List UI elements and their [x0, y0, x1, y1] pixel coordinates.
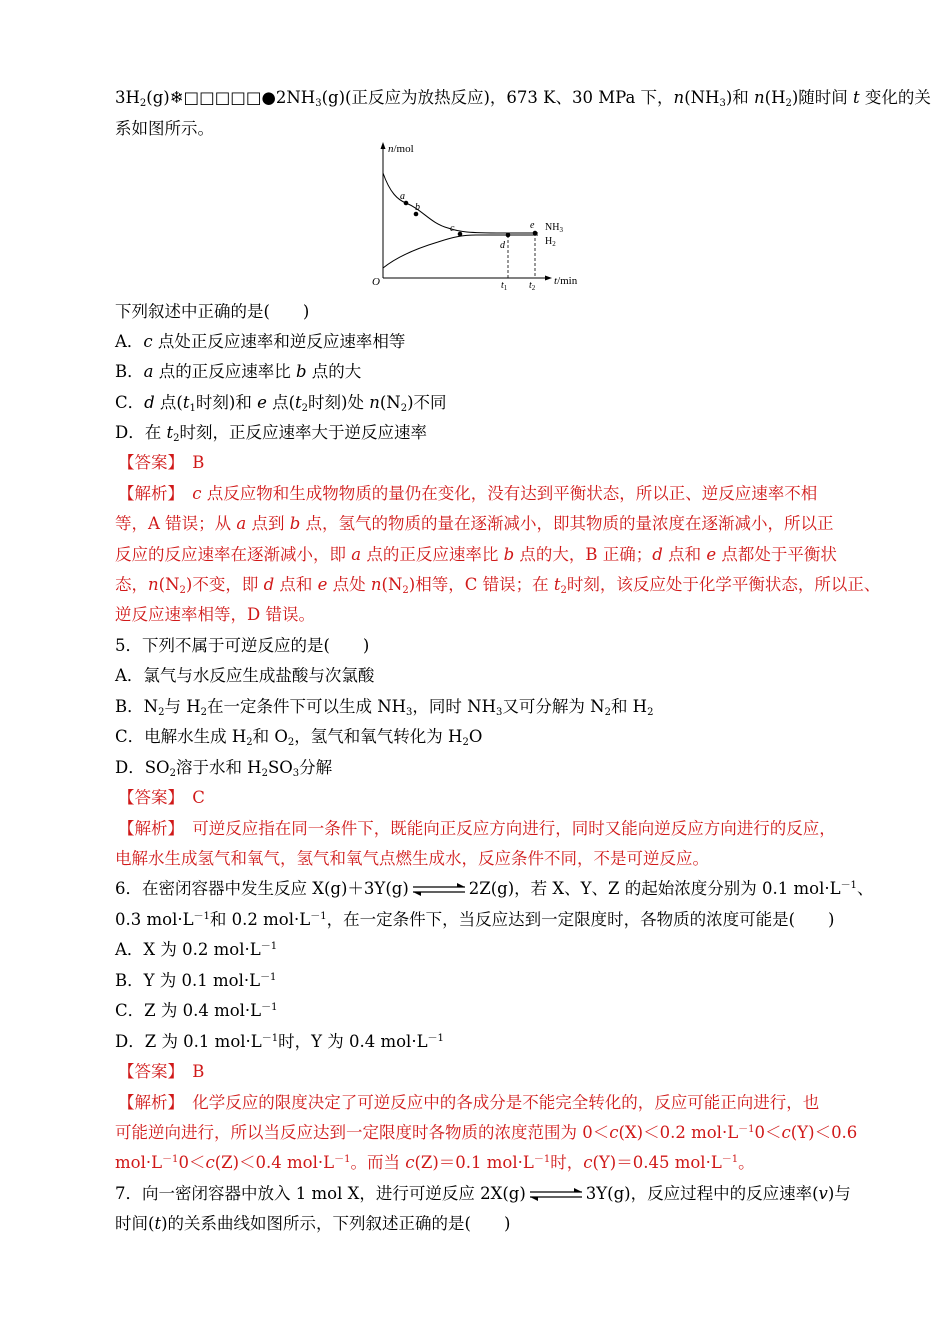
- label-h2: $H_2$: [545, 236, 556, 248]
- q4-stem: 下列叙述中正确的是( ): [115, 302, 310, 321]
- x-axis-label: t/min: [554, 275, 578, 287]
- q6-option-a: A．X 为 0.2 $mol\cdot L^{-1}$: [115, 940, 278, 959]
- q5-option-c: C．电解水生成 $H_2$和 $O_2$，氢气和氧气转化为 $H_2O$: [115, 727, 483, 748]
- q7-stem-2: 时间(t)的关系曲线如图所示，下列叙述正确的是( ): [115, 1214, 511, 1233]
- q6-option-c: C．Z 为 0.4 $mol\cdot L^{-1}$: [115, 1001, 278, 1020]
- q4-answer: 【答案】 B: [118, 453, 205, 472]
- q5-option-a: A．氯气与水反应生成盐酸与次氯酸: [115, 666, 375, 685]
- q6-option-d: D．Z 为 0.1 $mol\cdot L^{-1}$时，Y 为 0.4 $mol\cdot L^{-1}$: [115, 1032, 444, 1051]
- q4-option-a: A．c 点处正反应速率和逆反应速率相等: [115, 332, 406, 351]
- q4-analysis-1: 【解析】 c 点反应物和生成物物质的量仍在变化，没有达到平衡状态，所以正、逆反应速率不相: [118, 484, 818, 503]
- q4-option-b: B．a 点的正反应速率比 b 点的大: [115, 362, 362, 381]
- q6-analysis-3: $mol\cdot L^{-1}0<c(Z)<0.4$ $mol\cdot L^{-1}$。而当 c(Z)＝0.1 $mol\cdot L^{-1}$时，c(Y)＝0.45 $mol\cdot L^{-1}$。: [115, 1153, 755, 1172]
- q4-analysis-3: 反应的反应速率在逐渐减小，即 a 点的正反应速率比 b 点的大，B 正确；d 点和 e 点都处于平衡状: [115, 545, 837, 564]
- label-e: e: [530, 220, 535, 231]
- q4-analysis-5: 逆反应速率相等，D 错误。: [115, 605, 315, 624]
- q5-option-b: B．$N_2$与 $H_2$在一定条件下可以生成 $NH_3$，同时 $NH_3$又可分解为 $N_2$和 $H_2$: [115, 697, 654, 718]
- q4-analysis-2: 等，A 错误；从 a 点到 b 点，氢气的物质的量在逐渐减小，即其物质的量浓度在逐渐减小，所以正: [115, 514, 834, 533]
- lead-line-2: 系如图所示。: [115, 119, 214, 138]
- label-a: a: [400, 191, 405, 202]
- label-nh3: $NH_3$: [545, 222, 563, 234]
- y-axis-arrow: [381, 142, 386, 149]
- y-axis-label: n/mol: [388, 143, 414, 155]
- q6-stem-1: 6．在密闭容器中发生反应 X(g)＋3Y(g) 2Z(g)，若 X、Y、Z 的起始浓度分别为 0.1 $mol\cdot L^{-1}$、: [115, 879, 874, 898]
- q5-stem: 5．下列不属于可逆反应的是( ): [115, 636, 370, 655]
- q4-option-d: D．在 $t_2$时刻，正反应速率大于逆反应速率: [115, 423, 427, 444]
- q4-analysis-4: 态，$n(N_2)$不变，即 d 点和 e 点处 $n(N_2)$相等，C 错误；在 $t_2$时刻，该反应处于化学平衡状态，所以正、: [115, 575, 881, 596]
- reaction-graph: [368, 138, 593, 290]
- label-d: d: [500, 240, 505, 251]
- label-t2: $t_2$: [529, 280, 536, 290]
- origin-label: O: [372, 276, 380, 288]
- q6-analysis-2: 可能逆向进行，所以当反应达到一定限度时各物质的浓度范围为 0＜c(X)＜0.2 $mol\cdot L^{-1}0<c(Y)<0.6$: [115, 1123, 858, 1142]
- equilibrium-arrow-icon: [528, 1187, 584, 1201]
- q6-analysis-1: 【解析】 化学反应的限度决定了可逆反应中的各成分是不能完全转化的，反应可能正向进行，也: [118, 1093, 820, 1112]
- q5-analysis-1: 【解析】 可逆反应指在同一条件下，既能向正反应方向进行，同时又能向逆反应方向进行的反应，: [118, 819, 836, 838]
- q4-option-c: C．d 点($t_1$时刻)和 e 点($t_2$时刻)处 $n(N_2)$不同: [115, 393, 447, 414]
- x-axis-arrow: [545, 276, 552, 281]
- q6-answer: 【答案】 B: [118, 1062, 205, 1081]
- q6-option-b: B．Y 为 0.1 $mol\cdot L^{-1}$: [115, 971, 277, 990]
- q5-option-d: D．$SO_2$溶于水和 $H_2SO_3$分解: [115, 758, 333, 779]
- q6-stem-2: 0.3 $mol\cdot L^{-1}$和 0.2 $mol\cdot L^{-1}$，在一定条件下，当反应达到一定限度时，各物质的浓度可能是( ): [115, 910, 835, 929]
- point-c: [458, 232, 463, 237]
- q5-answer: 【答案】 C: [118, 788, 205, 807]
- q5-analysis-2: 电解水生成氢气和氧气，氢气和氧气点燃生成水，反应条件不同，不是可逆反应。: [115, 849, 709, 868]
- lead-line-1: $3H_2(g)❄□□□□□●2NH_3(g)$(正反应为放热反应)，673 K、30 MPa 下，$n(NH_3)$和 $n(H_2)$随时间 t 变化的关: [115, 88, 931, 109]
- q7-stem-1: 7．向一密闭容器中放入 1 mol X，进行可逆反应 2X(g) 3Y(g)，反应过程中的反应速率(v)与: [115, 1184, 851, 1203]
- nh3-curve: [383, 235, 538, 268]
- label-b: b: [415, 202, 420, 213]
- label-t1: $t_1$: [501, 280, 508, 290]
- label-c: c: [450, 223, 455, 234]
- equilibrium-arrow-icon: [411, 882, 467, 896]
